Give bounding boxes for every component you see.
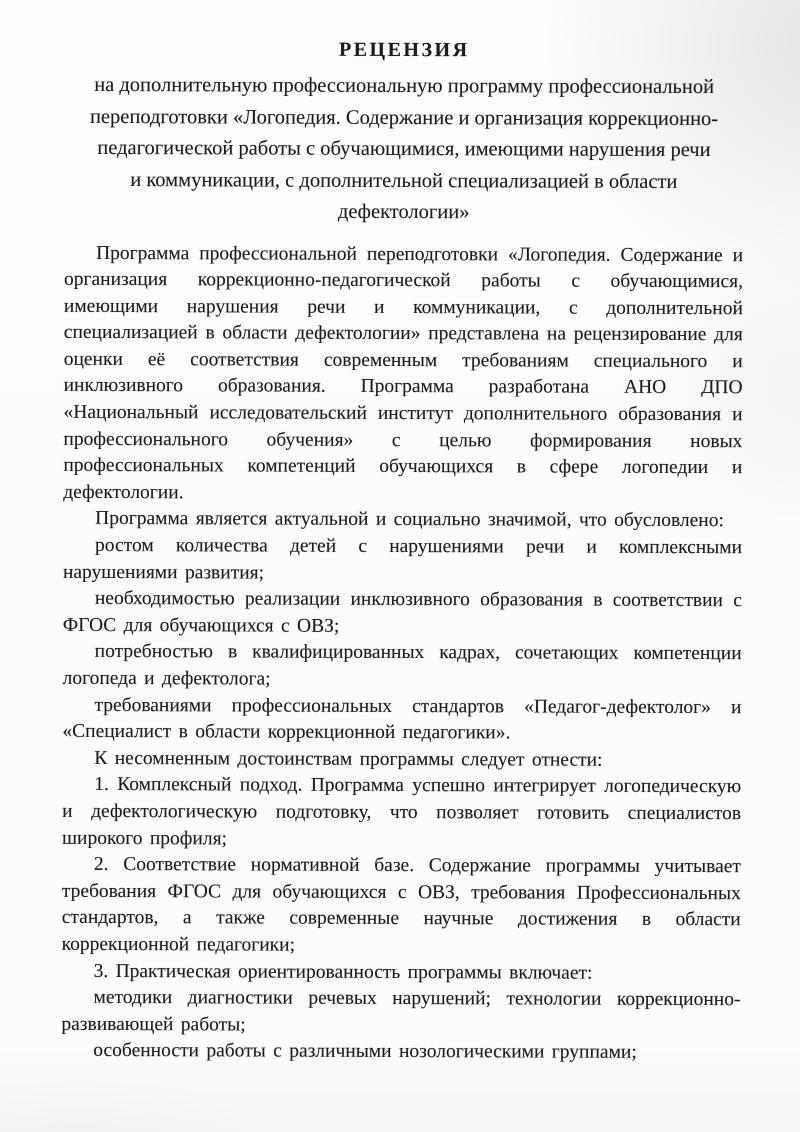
subtitle-line: дефектологии»: [337, 200, 470, 224]
body-paragraph: ростом количества детей с нарушениями речи и комплексными нарушениями развития;: [62, 534, 743, 584]
body-paragraph: требованиями профессиональных стандартов «Педагог-дефектолог» и «Специалист в области коррекционной педагогики».: [62, 694, 742, 744]
subtitle-line: педагогической работы с обучающимися, имеющими нарушения речи: [97, 136, 711, 162]
body-paragraph: 1. Комплексный подход. Программа успешно интегрирует логопедическую и дефектологическую подготовку, что позволяет готовить специалистов широкого профиля;: [62, 774, 742, 849]
body-paragraph: Программа является актуальной и социально значимой, что обусловлено:: [95, 508, 724, 532]
body-paragraph: К несомненным достоинствам программы следует отнести:: [94, 747, 603, 771]
document-body: [61, 240, 743, 1067]
body-paragraph: необходимостью реализации инклюзивного образования в соответствии с ФГОС для обучающихся с ОВЗ;: [62, 588, 742, 637]
body-paragraph: Программа профессиональной переподготовки «Логопедия. Содержание и организация коррекционно-педагогической работы с обучающимися, имеющими нарушения речи и коммуникации, с дополнительной специализацией в области дефектологии» представлена на рецензирование для оценки её соответствия современным требованиям специального и инклюзивного образования. Программа разработана АНО ДПО «Национальный исследовательский институт дополнительного образования и профессионального обучения» с целью формирования новых профессиональных компетенций обучающихся в сфере логопедии и дефектологии.: [63, 242, 744, 504]
document-subtitle: [64, 70, 744, 230]
body-paragraph: особенности работы с различными нозологическими группами;: [93, 1040, 637, 1064]
body-paragraph: 3. Практическая ориентированность программы включает:: [93, 960, 593, 984]
subtitle-line: на дополнительную профессиональную программу профессиональной: [94, 73, 715, 99]
body-paragraph: 2. Соответствие нормативной базе. Содержание программы учитывает требования ФГОС для обучающихся с ОВЗ, требования Профессиональных стандартов, а также современные научные достижения в области коррекционной педагогики;: [61, 854, 741, 956]
body-paragraph: методики диагностики речевых нарушений; технологии коррекционно-развивающей работы;: [61, 987, 741, 1036]
body-paragraph: потребностью в квалифицированных кадрах, сочетающих компетенции логопеда и дефектолога;: [62, 641, 742, 690]
document-title: РЕЦЕНЗИЯ: [338, 38, 470, 62]
subtitle-line: переподготовки «Логопедия. Содержание и организация коррекционно-: [89, 105, 719, 130]
subtitle-line: и коммуникации, с дополнительной специализацией в области: [130, 168, 678, 193]
